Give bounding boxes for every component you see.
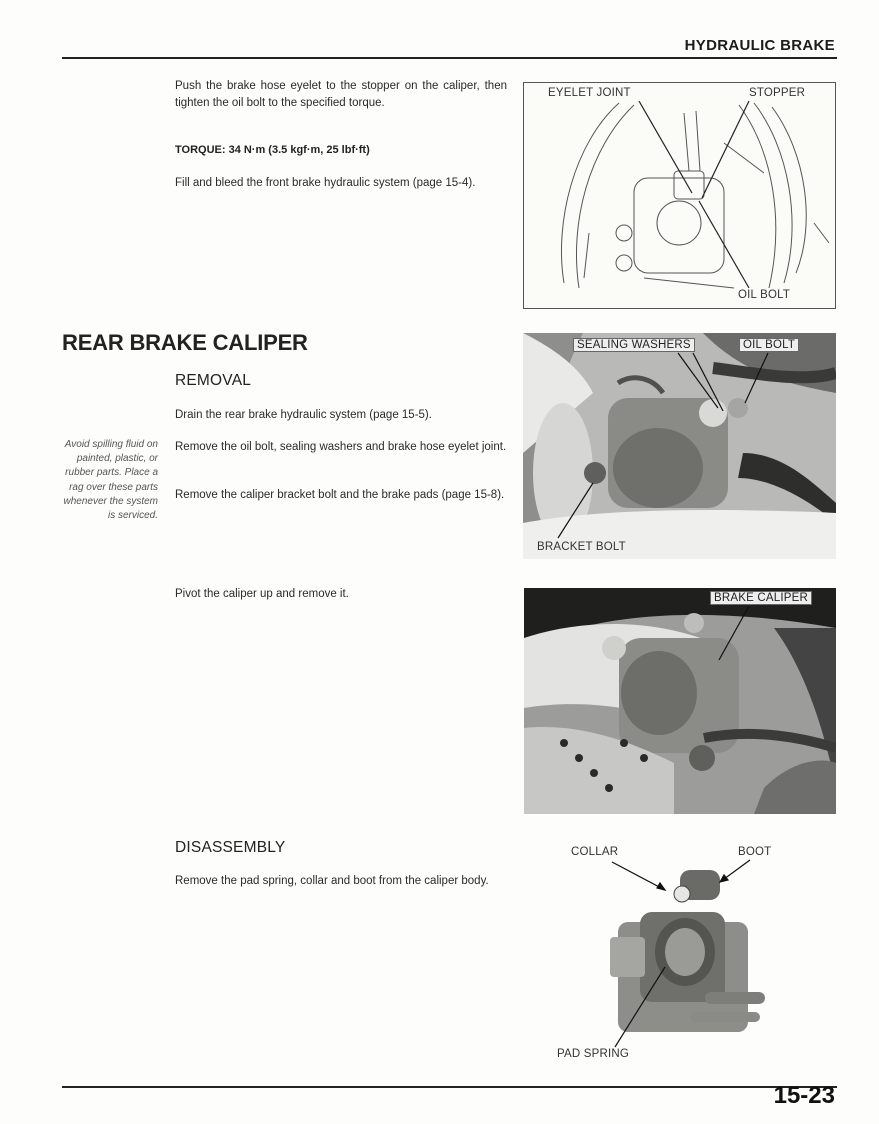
page-number: 15-23	[773, 1082, 835, 1109]
paragraph-eyelet: Push the brake hose eyelet to the stopper on the caliper, then tighten the oil bolt to the specified torque.	[175, 80, 507, 109]
footer-rule	[62, 1086, 837, 1088]
caliper-line-drawing	[524, 83, 835, 308]
header-rule	[62, 57, 837, 59]
label-oil-bolt: OIL BOLT	[738, 289, 791, 301]
disassembly-step: Remove the pad spring, collar and boot from the caliper body.	[175, 875, 489, 887]
label-brake-caliper: BRAKE CALIPER	[710, 591, 812, 605]
removal-step-oil-bolt: Remove the oil bolt, sealing washers and brake hose eyelet joint.	[175, 441, 507, 453]
paragraph-fill-bleed: Fill and bleed the front brake hydraulic system (page 15-4).	[175, 177, 476, 189]
caliper-bracket-drawing	[540, 842, 836, 1067]
disassembly-title: DISASSEMBLY	[175, 839, 286, 856]
label-boot: BOOT	[738, 846, 772, 858]
label-bracket-bolt: BRACKET BOLT	[537, 541, 626, 553]
caliper-photo-2-drawing	[524, 588, 836, 814]
removal-title: REMOVAL	[175, 372, 252, 389]
removal-step-pivot: Pivot the caliper up and remove it.	[175, 588, 349, 600]
removal-step-bracket-bolt: Remove the caliper bracket bolt and the brake pads (page 15-8).	[175, 489, 505, 501]
label-pad-spring: PAD SPRING	[557, 1048, 630, 1060]
removal-photo-2	[524, 588, 836, 814]
disassembly-figure	[540, 842, 836, 1067]
label-oil-bolt-photo: OIL BOLT	[739, 338, 799, 352]
label-collar: COLLAR	[571, 846, 619, 858]
removal-photo-1	[523, 333, 836, 559]
removal-step-drain: Drain the rear brake hydraulic system (page 15-5).	[175, 409, 432, 421]
caliper-photo-1-drawing	[523, 333, 836, 559]
header-title: HYDRAULIC BRAKE	[684, 37, 835, 54]
torque-spec: TORQUE: 34 N·m (3.5 kgf·m, 25 lbf·ft)	[175, 144, 370, 156]
label-sealing-washers: SEALING WASHERS	[573, 338, 695, 352]
section-title: REAR BRAKE CALIPER	[62, 330, 308, 355]
label-eyelet-joint: EYELET JOINT	[548, 87, 631, 99]
side-note: Avoid spilling fluid on painted, plastic, or rubber parts. Place a rag over these parts whenever the system is serviced.	[63, 439, 158, 522]
label-stopper: STOPPER	[749, 87, 806, 99]
eyelet-joint-figure	[523, 82, 836, 309]
